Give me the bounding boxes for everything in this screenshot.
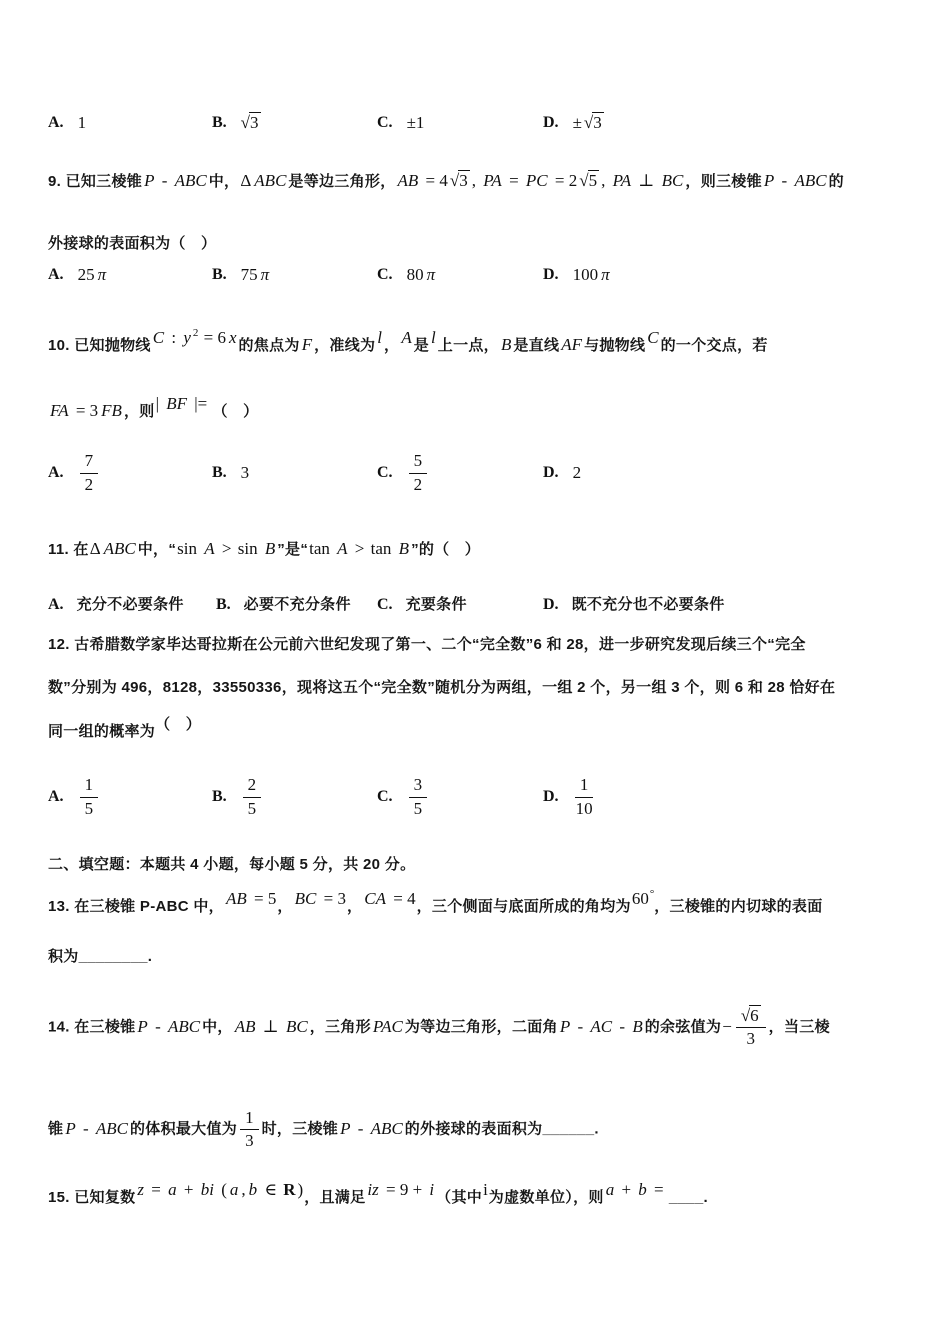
math-variable: BC bbox=[661, 171, 684, 190]
text-run: 充要条件 bbox=[405, 596, 467, 613]
option-label: D. bbox=[543, 266, 559, 283]
math-variable: AB bbox=[234, 1016, 256, 1036]
radical-icon: √ bbox=[579, 171, 588, 190]
option-label: C. bbox=[377, 114, 393, 131]
math-variable: a bbox=[168, 1180, 177, 1199]
math-symbol: | bbox=[155, 394, 164, 413]
math-variable: PA bbox=[483, 171, 502, 190]
q12-text-line2 bbox=[48, 675, 835, 701]
math-variable: l bbox=[431, 328, 436, 347]
option-d bbox=[543, 260, 612, 290]
math-variable: A bbox=[204, 539, 215, 558]
math-symbol: ) bbox=[297, 1180, 304, 1199]
text-run: 外接球的表面积为（ ） bbox=[48, 235, 217, 252]
q13-text-line2 bbox=[48, 944, 152, 970]
math-symbol: ± bbox=[572, 112, 582, 132]
math-variable: P bbox=[763, 171, 775, 190]
math-variable: ABC bbox=[794, 171, 827, 190]
text-run: 是等边三角形， bbox=[288, 173, 396, 190]
math-symbol: 3 bbox=[413, 775, 423, 795]
math-symbol: = 5 bbox=[249, 889, 277, 908]
math-variable: x bbox=[228, 328, 237, 347]
math-symbol: - bbox=[78, 1118, 93, 1138]
option-label: A. bbox=[48, 266, 64, 283]
math-variable: AB bbox=[225, 889, 247, 908]
math-symbol: = 3 bbox=[319, 889, 346, 908]
math-symbol: - bbox=[157, 171, 172, 190]
radical-icon: √ bbox=[740, 1006, 750, 1025]
math-symbol: + bbox=[617, 1180, 636, 1199]
math-symbol: 5 bbox=[413, 451, 423, 471]
denominator bbox=[746, 1028, 757, 1049]
option-a bbox=[48, 108, 87, 138]
superscript: 2 bbox=[192, 327, 199, 339]
denominator bbox=[575, 798, 594, 819]
text-run: 10. 已知抛物线 bbox=[48, 337, 151, 354]
text-run: 中， bbox=[202, 1018, 233, 1036]
sqrt-expression bbox=[240, 113, 262, 132]
radicand: 6 bbox=[750, 1006, 759, 1025]
math-symbol: = bbox=[147, 1180, 166, 1199]
math-variable: iz bbox=[367, 1180, 379, 1199]
math-symbol: = 4 bbox=[421, 171, 448, 190]
math-symbol: - bbox=[615, 1016, 630, 1036]
text-run: 同一组的概率为 bbox=[48, 723, 156, 740]
radical-icon: √ bbox=[240, 112, 250, 132]
math-variable: AC bbox=[590, 1016, 613, 1036]
math-symbol: - bbox=[573, 1016, 588, 1036]
text-run: 的 bbox=[828, 173, 844, 190]
option-b bbox=[216, 590, 351, 620]
math-variable: B bbox=[398, 539, 410, 558]
math-symbol: 7 bbox=[84, 451, 94, 471]
math-variable: a bbox=[605, 1180, 615, 1199]
superscript: ° bbox=[649, 888, 655, 900]
option-value bbox=[240, 110, 262, 137]
option-b bbox=[212, 448, 250, 498]
math-variable: B bbox=[632, 1016, 643, 1036]
text-run: ____. bbox=[668, 1189, 708, 1206]
option-label: A. bbox=[48, 596, 64, 613]
q9-options-row bbox=[48, 260, 908, 290]
math-symbol: + bbox=[179, 1180, 198, 1199]
math-symbol: 2 bbox=[84, 474, 94, 494]
fraction bbox=[80, 451, 99, 495]
q9-text-line2 bbox=[48, 231, 216, 257]
math-symbol: : bbox=[167, 328, 181, 347]
option-value bbox=[240, 775, 265, 819]
text-run: ，则三棱锥 bbox=[685, 173, 762, 190]
text-run: （ ） bbox=[155, 716, 202, 733]
text-run: 为等边三角形，二面角 bbox=[404, 1018, 558, 1036]
math-variable: π bbox=[601, 264, 610, 284]
option-label: A. bbox=[48, 788, 64, 805]
math-symbol: , bbox=[471, 171, 481, 190]
math-symbol: 3 bbox=[245, 1131, 254, 1151]
text-run: ， bbox=[384, 337, 400, 354]
math-symbol: 5 bbox=[84, 798, 94, 818]
text-run: 是直线 bbox=[513, 337, 560, 354]
option-d bbox=[543, 448, 582, 498]
math-symbol: tan bbox=[370, 539, 396, 558]
math-symbol: = 4 bbox=[389, 889, 416, 908]
text-run: 数”分别为 496，8128，33550336，现将这五个“完全数”随机分为两组，一组 2 个，另一组 3 个，则 6 和 28 恰好在 bbox=[48, 679, 836, 696]
math-variable: bi bbox=[200, 1180, 214, 1199]
text-run: 与抛物线 bbox=[584, 337, 646, 354]
option-value bbox=[572, 110, 605, 137]
math-symbol: 1 bbox=[84, 775, 94, 795]
text-run: ，三棱锥的内切球的表面 bbox=[654, 898, 823, 915]
option-value bbox=[244, 592, 351, 618]
fraction bbox=[243, 775, 262, 819]
math-variable: PAC bbox=[372, 1016, 403, 1036]
math-variable: F bbox=[301, 335, 313, 354]
section-2-title: 二、填空题：本题共 4 小题，每小题 5 分，共 20 分。 bbox=[48, 856, 416, 873]
math-symbol: Δ bbox=[240, 171, 252, 190]
option-c bbox=[377, 772, 430, 822]
math-variable: BF bbox=[166, 394, 187, 413]
fraction bbox=[736, 1006, 766, 1050]
math-variable: C bbox=[647, 328, 659, 347]
sqrt-expression bbox=[740, 1006, 762, 1025]
math-variable: PC bbox=[525, 171, 548, 190]
math-variable: ABC bbox=[174, 171, 207, 190]
text-run: ”是“ bbox=[277, 541, 309, 558]
text-run: 12. 古希腊数学家毕达哥拉斯在公元前六世纪发现了第一、二个“完全数”6 和 28，进一步研究发现后续三个“完全 bbox=[48, 636, 806, 653]
text-run: ，三角形 bbox=[309, 1018, 371, 1036]
numerator bbox=[409, 775, 428, 797]
math-variable: a bbox=[229, 1180, 239, 1199]
option-label: B. bbox=[212, 464, 227, 481]
text-run: 必要不充分条件 bbox=[243, 596, 351, 613]
denominator bbox=[413, 474, 424, 495]
math-variable: FB bbox=[101, 401, 122, 420]
text-run: 上一点， bbox=[437, 337, 499, 354]
math-symbol: 2 bbox=[413, 474, 423, 494]
math-symbol: = bbox=[504, 171, 523, 190]
option-value bbox=[572, 262, 612, 289]
text-run: 充分不必要条件 bbox=[76, 596, 184, 613]
numerator bbox=[80, 775, 99, 797]
option-label: A. bbox=[48, 114, 64, 131]
radicand: 5 bbox=[588, 171, 598, 190]
text-run: 9. 已知三棱锥 bbox=[48, 173, 143, 190]
q13-text-line1 bbox=[48, 888, 823, 920]
option-value bbox=[240, 262, 272, 289]
math-variable: ABC bbox=[254, 171, 287, 190]
math-symbol: , bbox=[601, 171, 610, 190]
math-variable: FA bbox=[50, 401, 69, 420]
math-variable: A bbox=[337, 539, 348, 558]
text-run: （其中 bbox=[436, 1189, 483, 1206]
radicand: 3 bbox=[459, 171, 468, 190]
text-run: 的体积最大值为 bbox=[129, 1120, 238, 1138]
radicand: 3 bbox=[250, 112, 259, 132]
math-symbol: tan bbox=[309, 539, 335, 558]
q12-text-line3 bbox=[48, 716, 202, 745]
sqrt-expression bbox=[583, 113, 605, 132]
q10-options-row bbox=[48, 448, 908, 498]
text-run: ，准线为 bbox=[314, 337, 376, 354]
option-c bbox=[377, 260, 437, 290]
option-label: C. bbox=[377, 464, 393, 481]
fraction bbox=[409, 451, 428, 495]
math-symbol: 80 bbox=[406, 264, 424, 284]
math-symbol: 3 bbox=[240, 462, 250, 482]
text-run: 积为________. bbox=[48, 948, 153, 965]
math-symbol: 1 bbox=[77, 112, 87, 132]
math-symbol: = bbox=[649, 1180, 668, 1199]
text-run: 的焦点为 bbox=[238, 337, 300, 354]
option-value bbox=[77, 592, 184, 618]
text-run: 中， bbox=[208, 173, 240, 190]
math-variable: π bbox=[97, 264, 107, 284]
math-variable: y bbox=[183, 328, 191, 347]
option-value bbox=[77, 451, 102, 495]
section-2-header bbox=[48, 852, 415, 878]
math-variable: i bbox=[429, 1180, 435, 1199]
radical-icon: √ bbox=[583, 112, 593, 132]
text-run: 的外接球的表面积为______. bbox=[404, 1120, 599, 1138]
numerator bbox=[736, 1006, 766, 1028]
text-run: 15. 已知复数 bbox=[48, 1189, 136, 1206]
math-symbol: Δ bbox=[89, 539, 101, 558]
math-symbol: 5 bbox=[413, 798, 423, 818]
math-symbol: > bbox=[350, 539, 369, 558]
q15-text-line1 bbox=[48, 1180, 708, 1211]
text-run: 为虚数单位），则 bbox=[488, 1189, 604, 1206]
math-symbol: 5 bbox=[247, 798, 257, 818]
text-run: （ ） bbox=[212, 403, 259, 420]
math-symbol: > bbox=[217, 539, 236, 558]
math-variable: b bbox=[638, 1180, 647, 1199]
math-symbol: ( bbox=[216, 1180, 227, 1199]
math-variable: B bbox=[500, 335, 512, 354]
option-label: C. bbox=[377, 266, 393, 283]
math-symbol: ±1 bbox=[406, 112, 425, 132]
text-run: 的一个交点，若 bbox=[660, 337, 768, 354]
q10-text-line2 bbox=[48, 394, 259, 425]
math-variable: l bbox=[377, 328, 383, 347]
math-variable: P bbox=[137, 1016, 148, 1036]
option-label: B. bbox=[216, 596, 231, 613]
option-label: C. bbox=[377, 596, 393, 613]
math-variable: CA bbox=[364, 889, 387, 908]
q9-text-line1 bbox=[48, 168, 844, 195]
radicand: 3 bbox=[593, 112, 602, 132]
text-run: 既不充分也不必要条件 bbox=[571, 596, 725, 613]
q11-options-row bbox=[48, 590, 908, 620]
math-symbol: ⊥ bbox=[634, 171, 659, 190]
math-variable: BC bbox=[285, 1016, 308, 1036]
numerator bbox=[80, 451, 99, 473]
math-bold-symbol: R bbox=[283, 1180, 296, 1199]
denominator bbox=[84, 474, 95, 495]
math-variable: ABC bbox=[95, 1118, 128, 1138]
fraction bbox=[80, 775, 99, 819]
math-symbol: ⊥ bbox=[258, 1016, 283, 1036]
text-run: ，三个侧面与底面所成的角均为 bbox=[416, 898, 631, 915]
math-variable: C bbox=[152, 328, 165, 347]
math-symbol: = 3 bbox=[71, 401, 99, 420]
math-symbol: 1 bbox=[579, 775, 589, 795]
q14-text-line1 bbox=[48, 1006, 830, 1050]
option-label: B. bbox=[212, 266, 227, 283]
text-run: 11. 在 bbox=[48, 541, 89, 558]
math-symbol: sin bbox=[237, 539, 262, 558]
sqrt-expression bbox=[578, 171, 600, 190]
text-run: ，则 bbox=[123, 403, 155, 420]
math-variable: π bbox=[426, 264, 436, 284]
math-variable: P bbox=[340, 1118, 351, 1138]
option-c bbox=[377, 590, 467, 620]
option-value bbox=[240, 460, 251, 487]
text-run: ”的（ ） bbox=[411, 541, 481, 558]
math-symbol: 10 bbox=[575, 798, 593, 818]
q12-text-line1 bbox=[48, 632, 806, 658]
option-a bbox=[48, 448, 101, 498]
option-label: C. bbox=[377, 788, 393, 805]
text-run: 14. 在三棱锥 bbox=[48, 1018, 136, 1036]
math-variable: PA bbox=[612, 171, 632, 190]
option-label: D. bbox=[543, 596, 559, 613]
option-a bbox=[48, 590, 184, 620]
option-value bbox=[572, 775, 597, 819]
math-variable: P bbox=[65, 1118, 76, 1138]
text-run: ，当三棱 bbox=[768, 1018, 830, 1036]
option-label: B. bbox=[212, 788, 227, 805]
math-variable: π bbox=[260, 264, 270, 284]
radical-icon: √ bbox=[449, 171, 459, 190]
option-value bbox=[77, 110, 88, 137]
option-d bbox=[543, 590, 725, 620]
math-symbol: 100 bbox=[572, 264, 599, 284]
option-d bbox=[543, 108, 605, 138]
denominator bbox=[247, 798, 258, 819]
text-run: ，且满足 bbox=[304, 1189, 366, 1206]
q8-options-row bbox=[48, 108, 908, 138]
option-value bbox=[406, 451, 431, 495]
fraction bbox=[575, 775, 594, 819]
math-symbol: - bbox=[777, 171, 792, 190]
math-symbol: 25 bbox=[77, 264, 95, 284]
fraction bbox=[409, 775, 428, 819]
math-variable: ABC bbox=[103, 539, 136, 558]
option-b bbox=[212, 772, 264, 822]
denominator bbox=[413, 798, 424, 819]
math-variable: BC bbox=[294, 889, 317, 908]
option-label: B. bbox=[212, 114, 227, 131]
text-run: ， bbox=[346, 898, 363, 915]
math-symbol: , bbox=[241, 1180, 246, 1199]
math-symbol: - bbox=[353, 1118, 368, 1138]
text-run: ， bbox=[277, 898, 293, 915]
denominator bbox=[244, 1130, 255, 1151]
option-d bbox=[543, 772, 597, 822]
option-value bbox=[77, 775, 102, 819]
math-symbol: − bbox=[722, 1016, 732, 1036]
text-run: 是 bbox=[413, 337, 430, 354]
q10-text-line1 bbox=[48, 327, 768, 359]
math-variable: P bbox=[144, 171, 155, 190]
math-symbol: sin bbox=[177, 539, 202, 558]
math-symbol: = 2 bbox=[550, 171, 578, 190]
numerator bbox=[575, 775, 594, 797]
option-a bbox=[48, 772, 101, 822]
math-symbol: - bbox=[150, 1016, 165, 1036]
math-symbol: 2 bbox=[247, 775, 257, 795]
option-value bbox=[77, 262, 109, 289]
math-variable: P bbox=[559, 1016, 571, 1036]
option-value bbox=[406, 110, 426, 137]
text-run: 时，三棱锥 bbox=[261, 1120, 339, 1138]
sqrt-expression bbox=[449, 171, 471, 190]
fraction bbox=[240, 1108, 259, 1152]
math-symbol: 2 bbox=[572, 462, 582, 482]
option-value bbox=[572, 460, 583, 487]
q12-options-row bbox=[48, 772, 908, 822]
q14-text-line2 bbox=[48, 1108, 599, 1152]
option-b bbox=[212, 260, 271, 290]
math-variable: ABC bbox=[370, 1118, 403, 1138]
option-label: D. bbox=[543, 464, 559, 481]
text-run: 中，“ bbox=[137, 541, 177, 558]
option-b bbox=[212, 108, 262, 138]
q11-text-line1 bbox=[48, 536, 480, 563]
option-label: D. bbox=[543, 788, 559, 805]
math-symbol: = 6 bbox=[199, 328, 226, 347]
math-variable: AB bbox=[397, 171, 419, 190]
math-symbol: 60 bbox=[631, 889, 649, 908]
option-a bbox=[48, 260, 108, 290]
math-symbol: i bbox=[483, 1180, 488, 1199]
option-label: A. bbox=[48, 464, 64, 481]
numerator bbox=[409, 451, 428, 473]
math-symbol: 1 bbox=[245, 1108, 254, 1127]
math-variable: b bbox=[248, 1180, 258, 1199]
math-symbol: 75 bbox=[240, 264, 258, 284]
math-variable: ABC bbox=[167, 1016, 201, 1036]
math-variable: z bbox=[137, 1180, 145, 1199]
text-run: 的余弦值为 bbox=[644, 1018, 722, 1036]
denominator bbox=[84, 798, 95, 819]
option-value bbox=[406, 262, 438, 289]
math-symbol: |= bbox=[190, 394, 212, 413]
numerator bbox=[243, 775, 262, 797]
math-symbol: 3 bbox=[746, 1029, 755, 1049]
option-c bbox=[377, 448, 430, 498]
text-run: 13. 在三棱锥 P-ABC 中， bbox=[48, 898, 224, 915]
text-run: 锥 bbox=[48, 1120, 64, 1138]
option-value bbox=[572, 592, 725, 618]
option-value bbox=[406, 775, 431, 819]
math-variable: B bbox=[264, 539, 276, 558]
math-variable: AF bbox=[561, 335, 583, 354]
numerator bbox=[240, 1108, 259, 1130]
math-variable: A bbox=[401, 328, 412, 347]
option-label: D. bbox=[543, 114, 559, 131]
option-value bbox=[406, 592, 467, 618]
math-symbol: ∈ bbox=[260, 1180, 282, 1199]
math-symbol: = 9 + bbox=[381, 1180, 427, 1199]
option-c bbox=[377, 108, 425, 138]
